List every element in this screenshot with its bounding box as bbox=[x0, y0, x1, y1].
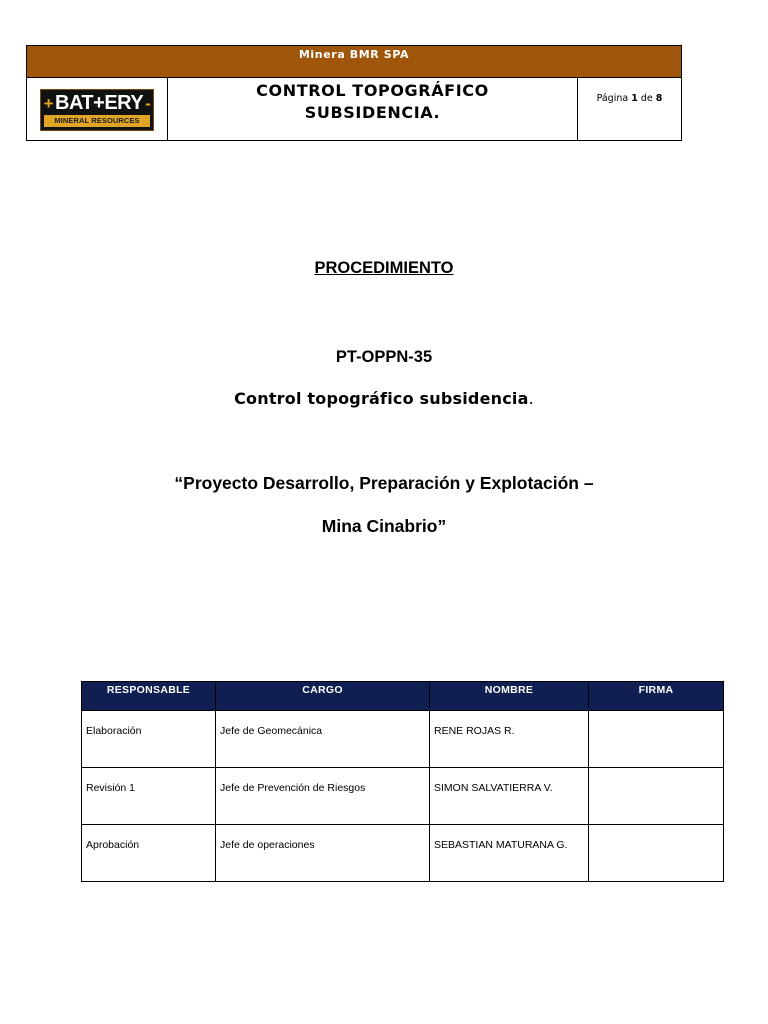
cell-nombre: RENE ROJAS R. bbox=[430, 711, 589, 768]
document-name-period: . bbox=[528, 389, 534, 408]
responsibility-table bbox=[81, 681, 724, 882]
page-total: 8 bbox=[655, 93, 663, 104]
cell-firma bbox=[589, 711, 724, 768]
cell-responsable: Revisión 1 bbox=[82, 768, 216, 825]
cell-firma bbox=[589, 768, 724, 825]
header-title-line-1: CONTROL TOPOGRÁFICO bbox=[256, 81, 489, 100]
header-nombre: NOMBRE bbox=[430, 682, 589, 711]
header-firma: FIRMA bbox=[589, 682, 724, 711]
header-title-cell bbox=[168, 78, 578, 141]
document-code: PT-OPPN-35 bbox=[335, 348, 433, 366]
document-name-text: Control topográfico subsidencia bbox=[234, 389, 529, 408]
document-name bbox=[0, 389, 768, 408]
page-number-cell bbox=[578, 78, 681, 141]
battery-logo bbox=[40, 89, 154, 131]
table-row bbox=[82, 825, 724, 882]
header-cargo: CARGO bbox=[216, 682, 430, 711]
cell-cargo: Jefe de operaciones bbox=[216, 825, 430, 882]
cell-cargo: Jefe de Prevención de Riesgos bbox=[216, 768, 430, 825]
page-separator: de bbox=[640, 93, 653, 104]
page-label: Página bbox=[596, 93, 629, 104]
logo-cell bbox=[27, 78, 168, 141]
logo-plus-symbol: + bbox=[43, 93, 54, 113]
table-row bbox=[82, 768, 724, 825]
cell-responsable: Aprobación bbox=[82, 825, 216, 882]
table-header-row bbox=[82, 682, 724, 711]
table-row bbox=[82, 711, 724, 768]
cell-cargo: Jefe de Geomecánica bbox=[216, 711, 430, 768]
logo-minus-symbol: - bbox=[145, 93, 151, 113]
document-header bbox=[26, 45, 682, 141]
header-title-line-2: SUBSIDENCIA. bbox=[304, 103, 441, 122]
cell-nombre: SEBASTIAN MATURANA G. bbox=[430, 825, 589, 882]
cell-nombre: SIMON SALVATIERRA V. bbox=[430, 768, 589, 825]
project-title-line-2: Mina Cinabrio” bbox=[321, 516, 447, 536]
logo-wordmark-text: BAT+ERY bbox=[55, 92, 144, 114]
cell-responsable: Elaboración bbox=[82, 711, 216, 768]
procedure-label: PROCEDIMIENTO bbox=[314, 259, 454, 277]
header-responsable: RESPONSABLE bbox=[82, 682, 216, 711]
company-band: Minera BMR SPA bbox=[27, 46, 681, 78]
page-current: 1 bbox=[631, 93, 638, 104]
logo-wordmark bbox=[41, 92, 153, 116]
cell-firma bbox=[589, 825, 724, 882]
header-row bbox=[27, 78, 681, 141]
logo-tagline: MINERAL RESOURCES bbox=[44, 115, 150, 127]
project-title-line-1: “Proyecto Desarrollo, Preparación y Explotación – bbox=[174, 473, 594, 493]
